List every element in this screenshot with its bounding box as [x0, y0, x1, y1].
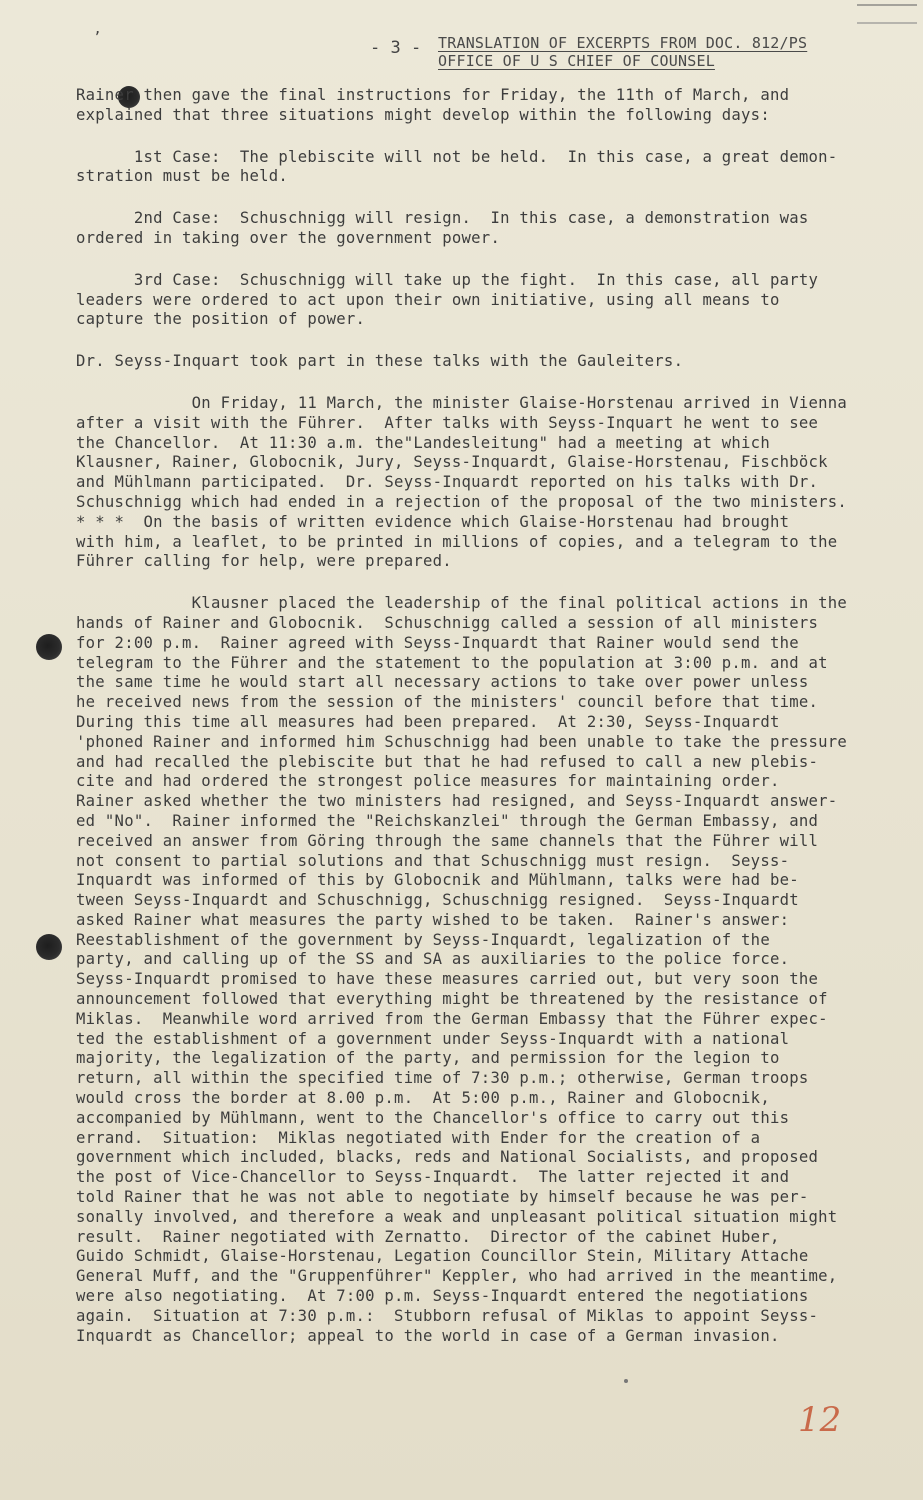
handwritten-page-number: 12 [798, 1400, 842, 1440]
paragraph-friday-meeting: On Friday, 11 March, the minister Glaise-Horstenau arrived in Vienna after a visit with the Führer. After talks with Seyss-Inquart he went to see the Chancellor. At 11:30 a.m. the"Landesleitung" had a meeting at which Klausner, Rainer, Globocnik, Jury, Seyss-Inquardt, Glaise-Horstenau, Fischböck and Mühlmann participated. Dr. Seyss-Inquardt reported on his talks with Dr. Schuschnigg which had ended in a rejection of the proposal of the two ministers. * * * On the basis of written evidence which Glaise-Horstenau had brought with him, a leaflet, to be printed in millions of copies, and a telegram to the Führer calling for help, were prepared. [76, 393, 848, 571]
paragraph-third-case: 3rd Case: Schuschnigg will take up the fight. In this case, all party leaders were ordered to act upon their own initiative, using all means to capture the position of power. [76, 270, 819, 329]
punch-hole-lower [36, 934, 62, 960]
stray-tick-mark: ’ [93, 30, 102, 46]
corner-scan-mark [857, 4, 917, 24]
paragraph-second-case: 2nd Case: Schuschnigg will resign. In this case, a demonstration was ordered in taking over the government power. [76, 209, 809, 247]
page-number: - 3 - [370, 38, 422, 58]
paragraph-final-instructions: Rainer then gave the final instructions for Friday, the 11th of March, and explained that three situations might develop within the following days: [76, 86, 790, 124]
paragraph-final-actions: Klausner placed the leadership of the final political actions in the hands of Rainer and Globocnik. Schuschnigg called a session of all ministers for 2:00 p.m. Rainer agreed with Seyss-Inquardt that Rainer would send the telegram to the Führer and the statement to the population at 3:00 p.m. and at the same time he would start all necessary actions to take over power unless he received news from the session of the ministers' council before that time. During this time all measures had been prepared. At 2:30, Seyss-Inquardt 'phoned Rainer and informed him Schuschnigg had been unable to take the pressure and had recalled the plebiscite but that he had refused to call a new plebis- cite and had ordered the strongest police measures for maintaining order. Rainer asked whether the two ministers had resigned, and Seyss-Inquardt answer- ed "No". Rainer informed the "Reichskanzlei" through the German Embassy, and received an answer from Göring through the same channels that the Führer will not consent to partial solutions and that Schuschnigg must resign. Seyss- Inquardt was informed of this by Globocnik and Mühlmann, talks were had be- tween Seyss-Inquardt and Schuschnigg, Schuschnigg resigned. Seyss-Inquardt asked Rainer what measures the party wished to be taken. Rainer's answer: Reestablishment of the government by Seyss-Inquardt, legalization of the party, and calling up of the SS and SA as auxiliaries to the police force. Seyss-Inquardt promised to have these measures carried out, but very soon the announcement followed that everything might be threatened by the resistance of Miklas. Meanwhile word arrived from the German Embassy that the Führer expec- ted the establishment of a government under Seyss-Inquardt with a national majority, the legalization of the party, and permission for the legion to return, all within the specified time of 7:30 p.m.; otherwise, German troops would cross the border at 8.00 p.m. At 5:00 p.m., Rainer and Globocnik, accompanied by Mühlmann, went to the Chancellor's office to carry out this errand. Situation: Miklas negotiated with Ender for the creation of a government which included, blacks, reds and National Socialists, and proposed the post of Vice-Chancellor to Seyss-Inquardt. The latter rejected it and told Rainer that he was not able to negotiate by himself because he was per- sonally involved, and therefore a weak and unpleasant political situation might result. Rainer negotiated with Zernatto. Director of the cabinet Huber, Guido Schmidt, Glaise-Horstenau, Legation Councillor Stein, Military Attache General Muff, and the "Gruppenführer" Keppler, who had arrived in the meantime, were also negotiating. At 7:00 p.m. Seyss-Inquardt entered the negotiations again. Situation at 7:30 p.m.: Stubborn refusal of Miklas to appoint Seyss- Inquardt as Chancellor; appeal to the world in case of a German invasion. [76, 594, 848, 1345]
header-title-line-1: TRANSLATION OF EXCERPTS FROM DOC. 812/PS [438, 34, 808, 52]
document-header [438, 34, 807, 70]
paragraph-first-case: 1st Case: The plebiscite will not be held. In this case, a great demon- stration must be held. [76, 147, 838, 186]
header-title-line-2: OFFICE OF U S CHIEF OF COUNSEL [438, 52, 715, 70]
paragraph-gauleiters-talks: Dr. Seyss-Inquart took part in these talks with the Gauleiters. [76, 352, 684, 371]
document-body [76, 86, 866, 1368]
paper-speck [624, 1379, 628, 1383]
punch-hole-middle [36, 634, 62, 660]
